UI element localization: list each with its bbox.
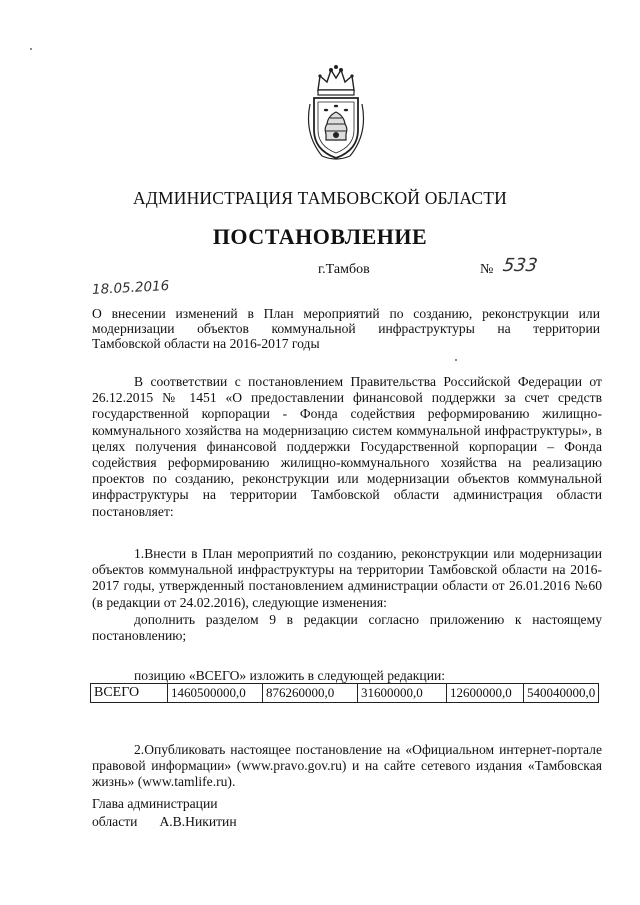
scan-speck [30,48,32,50]
document-date: 18.05.2016 [91,277,170,299]
table-cell: 540040000,0 [524,684,599,703]
table-cell: 31600000,0 [358,684,447,703]
number-label: № [480,262,494,277]
preamble-paragraph: В соответствии с постановлением Правительства Российской Федерации от 26.12.2015 № 1451 «О предоставлении финансовой поддержки за счет средств государственной корпорации - Фонда содействия реформированию жилищно-коммунального хозяйства на модернизацию систем коммунальной инфраструктуры», в целях получения финансовой поддержки Государственной корпорации – Фонда содействия реформированию жилищно-коммунального хозяйства на реализацию проектов по созданию, реконструкции или модернизации объектов коммунальной инфраструктуры на территории Тамбовской области администрация области постановляет: [92,374,602,519]
table-row [91,684,599,703]
clause-1-paragraph: 1.Внести в План мероприятий по созданию, реконструкции или модернизации объектов коммунальной инфраструктуры на территории Тамбовской области на 2016-2017 годы, утвержденный постановлением администрации области от 26.01.2016 №60 (в редакции от 24.02.2016), следующие изменения: [92,546,602,610]
coat-of-arms-emblem [296,64,376,164]
signatory-title-2: области [92,814,138,829]
clause-1-addition: дополнить разделом 9 в редакции согласно приложению к настоящему постановлению; [92,612,602,644]
subject-line: модернизации объектов коммунальной инфраструктуры на территории [92,321,600,336]
signatory-title: Глава администрации [92,796,218,811]
signatory-name: А.В.Никитин [159,814,237,829]
signatory-line [92,814,237,830]
organization-title: АДМИНИСТРАЦИЯ ТАМБОВСКОЙ ОБЛАСТИ [133,188,507,208]
table-cell: 1460500000,0 [168,684,263,703]
document-number: 533 [501,255,539,276]
document-subject [92,306,600,351]
clause-2-paragraph: 2.Опубликовать настоящее постановление на «Официальном интернет-портале правовой информации» (www.pravo.gov.ru) и на сайте сетевого издания «Тамбовская жизнь» (www.tamlife.ru). [92,742,602,790]
subject-line: О внесении изменений в План мероприятий по созданию, реконструкции или [92,306,600,321]
table-cell: ВСЕГО [91,684,168,703]
clause-1-total-intro: позицию «ВСЕГО» изложить в следующей редакции: [134,668,446,683]
city-label: г.Тамбов [318,262,370,277]
document-type-title: ПОСТАНОВЛЕНИЕ [212,224,428,249]
totals-table [90,683,599,703]
table-cell: 12600000,0 [447,684,524,703]
scan-speck [455,359,457,361]
subject-line: Тамбовской области на 2016-2017 годы [92,336,320,351]
table-cell: 876260000,0 [263,684,358,703]
